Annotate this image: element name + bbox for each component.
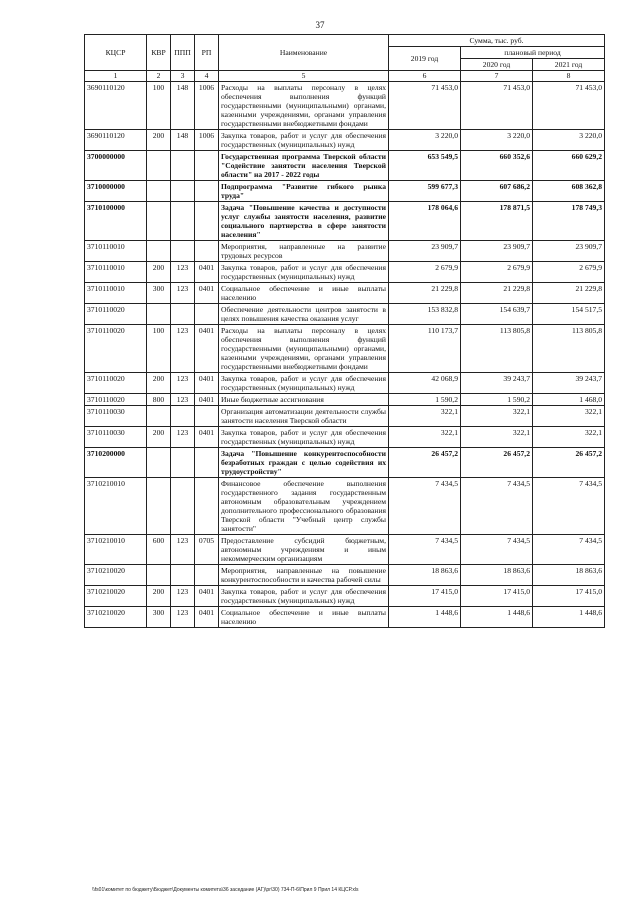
cell-kvr: 100	[147, 82, 171, 130]
column-number: 7	[461, 71, 533, 82]
column-number: 2	[147, 71, 171, 82]
cell-amount-2019: 18 863,6	[389, 565, 461, 586]
column-number: 3	[171, 71, 195, 82]
cell-amount-2020: 17 415,0	[461, 586, 533, 607]
cell-kvr: 200	[147, 427, 171, 448]
cell-name: Мероприятия, направленные на повышение конкурентоспособности и качества рабочей силы	[219, 565, 389, 586]
table-row	[85, 535, 605, 565]
cell-rp	[195, 181, 219, 202]
cell-amount-2020: 660 352,6	[461, 151, 533, 181]
cell-kcsr: 3710210020	[85, 607, 147, 628]
budget-table	[84, 34, 605, 628]
cell-name: Государственная программа Тверской области "Содействие занятости населения Тверской области" на 2017 - 2022 годы	[219, 151, 389, 181]
cell-amount-2019: 3 220,0	[389, 130, 461, 151]
cell-rp: 0401	[195, 283, 219, 304]
header-year-2021: 2021 год	[533, 59, 605, 71]
cell-ppp: 123	[171, 394, 195, 406]
cell-amount-2020: 7 434,5	[461, 478, 533, 535]
table-row	[85, 283, 605, 304]
file-path-footer: \\fs01\комитет по бюджету\Бюджет\Документы комитета\36 заседание (АГ)\pr\30) 734-П-6\Прил 9 Прил 14 КЦСР.xls	[92, 887, 359, 893]
cell-amount-2021: 2 679,9	[533, 262, 605, 283]
cell-kvr: 200	[147, 130, 171, 151]
cell-ppp	[171, 478, 195, 535]
cell-amount-2019: 1 590,2	[389, 394, 461, 406]
cell-amount-2021: 178 749,3	[533, 202, 605, 241]
cell-amount-2021: 322,1	[533, 406, 605, 427]
cell-kvr: 200	[147, 373, 171, 394]
cell-name: Расходы на выплаты персоналу в целях обеспечения выполнения функций государственными (муниципальными) органами, казенными учреждениями, органами управления государственными внебюджетными фондами	[219, 82, 389, 130]
cell-amount-2020: 1 590,2	[461, 394, 533, 406]
cell-kcsr: 3710110020	[85, 325, 147, 373]
table-row	[85, 373, 605, 394]
cell-amount-2019: 23 909,7	[389, 241, 461, 262]
cell-ppp: 123	[171, 325, 195, 373]
cell-rp: 0401	[195, 325, 219, 373]
header-year-2019: 2019 год	[389, 47, 461, 71]
cell-kcsr: 3700000000	[85, 151, 147, 181]
cell-amount-2021: 17 415,0	[533, 586, 605, 607]
cell-kcsr: 3710210010	[85, 535, 147, 565]
cell-kvr	[147, 478, 171, 535]
cell-kvr: 100	[147, 325, 171, 373]
cell-kcsr: 3710110020	[85, 304, 147, 325]
table-row	[85, 406, 605, 427]
cell-amount-2021: 71 453,0	[533, 82, 605, 130]
column-number: 6	[389, 71, 461, 82]
cell-kvr	[147, 448, 171, 478]
cell-rp: 0401	[195, 427, 219, 448]
cell-kvr	[147, 181, 171, 202]
cell-ppp	[171, 181, 195, 202]
cell-kcsr: 3710110020	[85, 394, 147, 406]
cell-kcsr: 3710200000	[85, 448, 147, 478]
cell-name: Предоставление субсидий бюджетным, автономным учреждениям и иным некоммерческим организациям	[219, 535, 389, 565]
table-body	[85, 82, 605, 628]
cell-amount-2019: 153 832,8	[389, 304, 461, 325]
cell-amount-2019: 653 549,5	[389, 151, 461, 181]
table-row	[85, 607, 605, 628]
cell-ppp: 123	[171, 586, 195, 607]
cell-kvr	[147, 565, 171, 586]
cell-name: Социальное обеспечение и иные выплаты населению	[219, 283, 389, 304]
cell-ppp: 123	[171, 373, 195, 394]
cell-rp	[195, 202, 219, 241]
cell-amount-2020: 71 453,0	[461, 82, 533, 130]
header-sum: Сумма, тыс. руб.	[389, 35, 605, 47]
table-row	[85, 151, 605, 181]
cell-amount-2020: 2 679,9	[461, 262, 533, 283]
cell-rp	[195, 151, 219, 181]
cell-amount-2021: 608 362,8	[533, 181, 605, 202]
cell-kvr: 600	[147, 535, 171, 565]
cell-kcsr: 3710110010	[85, 283, 147, 304]
cell-amount-2020: 322,1	[461, 427, 533, 448]
cell-ppp: 123	[171, 262, 195, 283]
cell-name: Задача "Повышение конкурентоспособности безработных граждан с целью содействия их трудоустройству"	[219, 448, 389, 478]
table-row	[85, 130, 605, 151]
header-rp: РП	[195, 35, 219, 71]
cell-kcsr: 3710210020	[85, 586, 147, 607]
cell-kvr: 800	[147, 394, 171, 406]
cell-kcsr: 3690110120	[85, 130, 147, 151]
table-row	[85, 304, 605, 325]
cell-amount-2021: 3 220,0	[533, 130, 605, 151]
cell-ppp	[171, 241, 195, 262]
cell-amount-2019: 7 434,5	[389, 478, 461, 535]
column-number: 8	[533, 71, 605, 82]
cell-amount-2021: 23 909,7	[533, 241, 605, 262]
cell-amount-2021: 1 448,6	[533, 607, 605, 628]
cell-amount-2020: 7 434,5	[461, 535, 533, 565]
cell-amount-2021: 7 434,5	[533, 535, 605, 565]
cell-amount-2020: 178 871,5	[461, 202, 533, 241]
column-number: 5	[219, 71, 389, 82]
cell-name: Финансовое обеспечение выполнения государственного задания государственным автономным образовательным учреждением дополнительного профессионального образования Тверской области "Учебный центр службы занятости"	[219, 478, 389, 535]
column-number-row	[85, 71, 605, 82]
header-kvr: КВР	[147, 35, 171, 71]
table-row	[85, 448, 605, 478]
cell-amount-2019: 322,1	[389, 427, 461, 448]
cell-ppp	[171, 151, 195, 181]
cell-kcsr: 3710110010	[85, 262, 147, 283]
table-row	[85, 82, 605, 130]
cell-kvr: 200	[147, 586, 171, 607]
cell-name: Подпрограмма "Развитие гибкого рынка труда"	[219, 181, 389, 202]
cell-amount-2020: 18 863,6	[461, 565, 533, 586]
cell-ppp: 148	[171, 82, 195, 130]
cell-name: Расходы на выплаты персоналу в целях обеспечения выполнения функций государственными (муниципальными) органами, казенными учреждениями, органами управления государственными внебюджетными фондами	[219, 325, 389, 373]
cell-kcsr: 3710110030	[85, 406, 147, 427]
cell-amount-2019: 42 068,9	[389, 373, 461, 394]
cell-name: Обеспечение деятельности центров занятости в целях повышения качества оказания услуг	[219, 304, 389, 325]
cell-amount-2020: 3 220,0	[461, 130, 533, 151]
cell-amount-2020: 39 243,7	[461, 373, 533, 394]
column-number: 4	[195, 71, 219, 82]
cell-amount-2020: 322,1	[461, 406, 533, 427]
cell-amount-2021: 26 457,2	[533, 448, 605, 478]
cell-amount-2019: 322,1	[389, 406, 461, 427]
cell-name: Мероприятия, направленные на развитие трудовых ресурсов	[219, 241, 389, 262]
table-row	[85, 181, 605, 202]
cell-kcsr: 3710210020	[85, 565, 147, 586]
table-row	[85, 325, 605, 373]
cell-ppp	[171, 304, 195, 325]
cell-rp: 1006	[195, 82, 219, 130]
table-row	[85, 427, 605, 448]
cell-amount-2021: 322,1	[533, 427, 605, 448]
table-row	[85, 586, 605, 607]
cell-rp	[195, 478, 219, 535]
cell-amount-2020: 154 639,7	[461, 304, 533, 325]
cell-kvr	[147, 202, 171, 241]
cell-ppp: 123	[171, 535, 195, 565]
cell-rp: 0401	[195, 394, 219, 406]
cell-amount-2019: 1 448,6	[389, 607, 461, 628]
table-row	[85, 202, 605, 241]
cell-rp	[195, 241, 219, 262]
cell-amount-2019: 26 457,2	[389, 448, 461, 478]
cell-kvr	[147, 151, 171, 181]
cell-amount-2019: 110 173,7	[389, 325, 461, 373]
cell-amount-2021: 39 243,7	[533, 373, 605, 394]
cell-kcsr: 3710100000	[85, 202, 147, 241]
table-row	[85, 394, 605, 406]
cell-kvr: 300	[147, 607, 171, 628]
cell-ppp	[171, 406, 195, 427]
cell-amount-2021: 660 629,2	[533, 151, 605, 181]
cell-amount-2019: 21 229,8	[389, 283, 461, 304]
cell-rp	[195, 448, 219, 478]
cell-kcsr: 3690110120	[85, 82, 147, 130]
cell-amount-2020: 26 457,2	[461, 448, 533, 478]
cell-amount-2020: 113 805,8	[461, 325, 533, 373]
table-row	[85, 478, 605, 535]
cell-kvr	[147, 406, 171, 427]
table-row	[85, 565, 605, 586]
cell-amount-2021: 7 434,5	[533, 478, 605, 535]
cell-rp: 1006	[195, 130, 219, 151]
header-name: Наименование	[219, 35, 389, 71]
header-kcsr: КЦСР	[85, 35, 147, 71]
cell-rp	[195, 565, 219, 586]
cell-name: Задача "Повышение качества и доступности услуг службы занятости населения, развитие социального партнерства в сфере занятости населения"	[219, 202, 389, 241]
cell-amount-2020: 21 229,8	[461, 283, 533, 304]
cell-ppp	[171, 448, 195, 478]
cell-rp: 0401	[195, 262, 219, 283]
cell-kvr	[147, 241, 171, 262]
cell-rp: 0401	[195, 586, 219, 607]
cell-kcsr: 3710110010	[85, 241, 147, 262]
cell-name: Закупка товаров, работ и услуг для обеспечения государственных (муниципальных) нужд	[219, 586, 389, 607]
cell-amount-2019: 17 415,0	[389, 586, 461, 607]
cell-name: Закупка товаров, работ и услуг для обеспечения государственных (муниципальных) нужд	[219, 262, 389, 283]
cell-rp: 0401	[195, 607, 219, 628]
cell-kcsr: 3710000000	[85, 181, 147, 202]
cell-kcsr: 3710110020	[85, 373, 147, 394]
cell-amount-2019: 178 064,6	[389, 202, 461, 241]
page-number: 37	[315, 20, 325, 30]
column-number: 1	[85, 71, 147, 82]
header-row-1	[85, 35, 605, 47]
cell-amount-2021: 21 229,8	[533, 283, 605, 304]
cell-rp	[195, 304, 219, 325]
cell-amount-2019: 599 677,3	[389, 181, 461, 202]
header-ppp: ППП	[171, 35, 195, 71]
cell-kcsr: 3710210010	[85, 478, 147, 535]
cell-name: Организация автоматизации деятельности службы занятости населения Тверской области	[219, 406, 389, 427]
cell-ppp: 123	[171, 427, 195, 448]
table-row	[85, 241, 605, 262]
cell-kcsr: 3710110030	[85, 427, 147, 448]
cell-name: Иные бюджетные ассигнования	[219, 394, 389, 406]
cell-amount-2021: 18 863,6	[533, 565, 605, 586]
cell-kvr	[147, 304, 171, 325]
cell-kvr: 200	[147, 262, 171, 283]
cell-amount-2020: 607 686,2	[461, 181, 533, 202]
cell-name: Закупка товаров, работ и услуг для обеспечения государственных (муниципальных) нужд	[219, 427, 389, 448]
cell-amount-2020: 1 448,6	[461, 607, 533, 628]
cell-amount-2021: 113 805,8	[533, 325, 605, 373]
cell-ppp	[171, 202, 195, 241]
cell-name: Закупка товаров, работ и услуг для обеспечения государственных (муниципальных) нужд	[219, 130, 389, 151]
cell-rp: 0401	[195, 373, 219, 394]
cell-name: Закупка товаров, работ и услуг для обеспечения государственных (муниципальных) нужд	[219, 373, 389, 394]
cell-ppp: 123	[171, 283, 195, 304]
cell-name: Социальное обеспечение и иные выплаты населению	[219, 607, 389, 628]
cell-rp: 0705	[195, 535, 219, 565]
cell-amount-2019: 2 679,9	[389, 262, 461, 283]
cell-ppp: 123	[171, 607, 195, 628]
cell-amount-2020: 23 909,7	[461, 241, 533, 262]
table-row	[85, 262, 605, 283]
cell-amount-2021: 154 517,5	[533, 304, 605, 325]
cell-ppp	[171, 565, 195, 586]
header-year-2020: 2020 год	[461, 59, 533, 71]
cell-amount-2019: 71 453,0	[389, 82, 461, 130]
cell-ppp: 148	[171, 130, 195, 151]
header-planned-period: плановый период	[461, 47, 605, 59]
cell-amount-2019: 7 434,5	[389, 535, 461, 565]
cell-kvr: 300	[147, 283, 171, 304]
cell-amount-2021: 1 468,0	[533, 394, 605, 406]
cell-rp	[195, 406, 219, 427]
